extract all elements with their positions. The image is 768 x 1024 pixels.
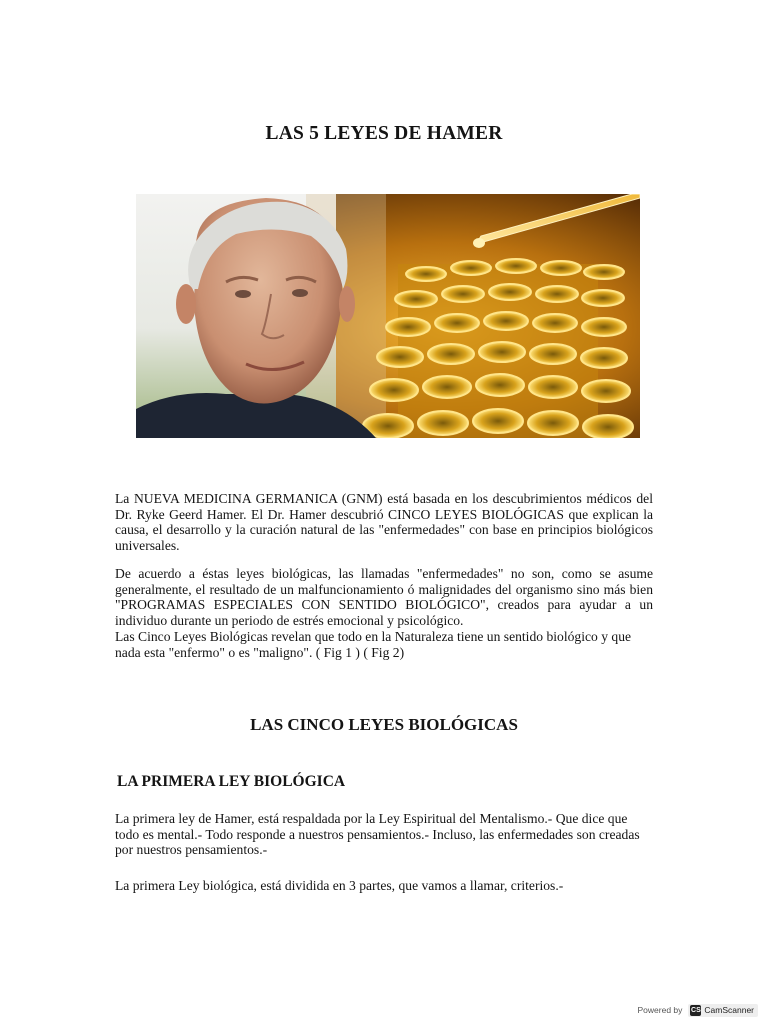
powered-by-label: Powered by [637,1005,683,1015]
subsection-heading: LA PRIMERA LEY BIOLÓGICA [117,773,346,790]
hero-photo [136,194,640,438]
scanner-watermark [638,1002,759,1018]
intro-paragraph: La NUEVA MEDICINA GERMANICA (GNM) está basada en los descubrimientos médicos del Dr. Ryke Geerd Hamer. El Dr. Hamer descubrió CINCO LEYES BIOLÓGICAS que explican la causa, el desarrollo y la curación natural de las "enfermedades" con base en principios biológicos universales. [115,491,653,553]
criteria-paragraph: La primera Ley biológica, está dividida en 3 partes, que vamos a llamar, criterios.- [115,878,564,893]
section-heading: LAS CINCO LEYES BIOLÓGICAS [250,715,518,734]
camscanner-logo-icon: CS [691,1006,701,1014]
test-tube-grid [363,259,633,438]
nature-paragraph: Las Cinco Leyes Biológicas revelan que todo en la Naturaleza tiene un sentido biológico y que nada esta "enfermo" o es "maligno". ( Fig 1 ) ( Fig 2) [115,629,632,660]
first-law-paragraph: La primera ley de Hamer, está respaldada por la Ley Espiritual del Mentalismo.- Que dice que todo es mental.- Todo responde a nuestros pensamientos.- Incluso, las enfermedades son creadas por nuestros pensamientos.- [115,811,640,858]
camscanner-brand-label: CamScanner [704,1005,754,1015]
biological-laws-paragraph: De acuerdo a éstas leyes biológicas, las llamadas "enfermedades" no son, como se asume generalmente, el resultado de un malfuncionamiento ó malignidades del organismo sino más bien "PROGRAMAS ESPECIALES CON SENTIDO BIOLÓGICO", creados para ayudar a un individuo durante un periodo de estrés emocional y psicológico. [115,566,653,628]
camscanner-badge[interactable] [688,1004,758,1017]
document-title: LAS 5 LEYES DE HAMER [265,123,503,144]
hero-photo-illustration [136,194,640,438]
